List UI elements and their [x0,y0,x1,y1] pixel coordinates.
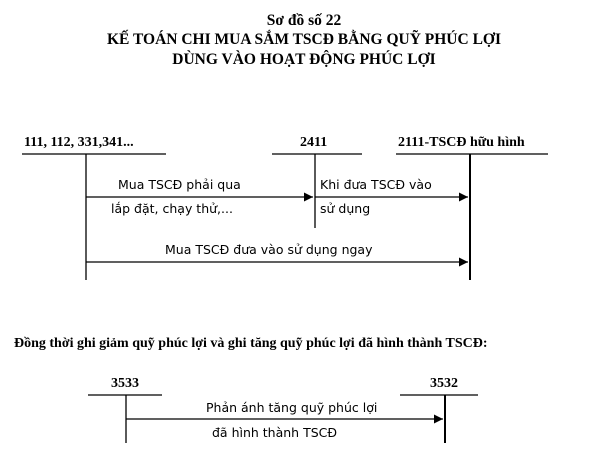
diagram-title-line-2: DÙNG VÀO HOẠT ĐỘNG PHÚC LỢI [172,51,436,68]
account-111-label: 111, 112, 331,341... [24,135,134,150]
flow-3533-to-3532-label-line-2: đã hình thành TSCĐ [212,425,338,440]
concurrent-entry-note: Đồng thời ghi giảm quỹ phúc lợi và ghi tăng quỹ phúc lợi đã hình thành TSCĐ: [14,336,488,351]
flow-to-2411-label-line-2: lắp đặt, chạy thử,... [111,201,233,216]
account-2111-label: 2111-TSCĐ hữu hình [398,135,525,150]
flow-3533-to-3532-label-line-1: Phản ánh tăng quỹ phúc lợi [206,400,378,415]
diagram-number-title: Sơ đồ số 22 [266,12,342,29]
flow-to-2411-label-line-1: Mua TSCĐ phải qua [118,177,241,192]
flow-to-2111-label-line-1: Khi đưa TSCĐ vào [320,177,432,192]
flow-to-2111-label-line-2: sử dụng [320,201,371,216]
account-2411-label: 2411 [300,135,328,150]
flow-direct-label: Mua TSCĐ đưa vào sử dụng ngay [165,242,373,257]
account-3533-label: 3533 [111,376,139,391]
diagram-title-line-1: KẾ TOÁN CHI MUA SẮM TSCĐ BẰNG QUỸ PHÚC LỢI [106,31,501,48]
account-3532-label: 3532 [430,376,458,391]
